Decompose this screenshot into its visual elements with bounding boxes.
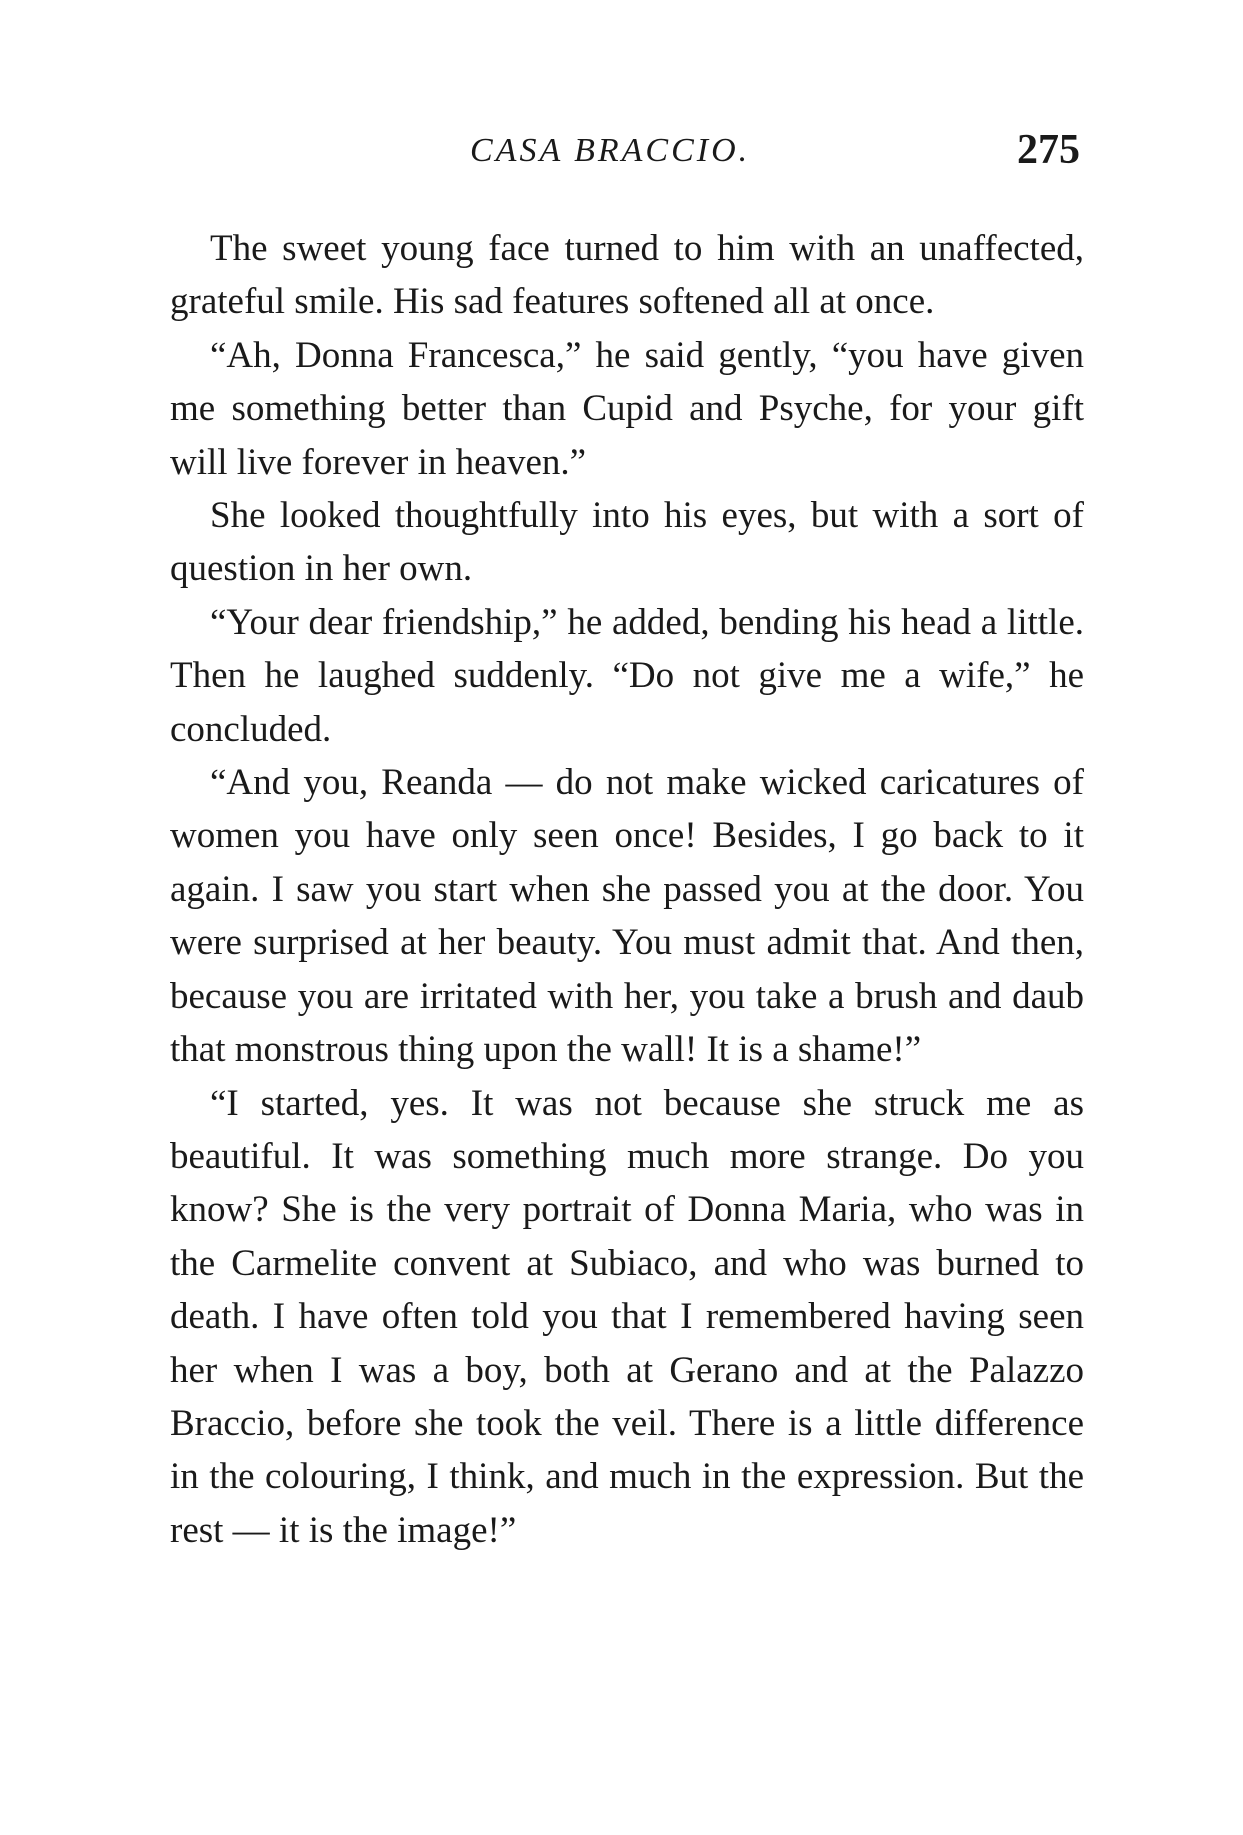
- paragraph: “And you, Reanda — do not make wicked caricatures of women you have only seen once! Besides, I go back to it again. I saw you start when she passed you at the door. You were surprised at her beauty. You must admit that. And then, because you are irritated with her, you take a brush and daub that monstrous thing upon the wall! It is a shame!”: [170, 762, 1084, 1071]
- paragraph: “Your dear friendship,” he added, bending his head a little. Then he laughed suddenly. “Do not give me a wife,” he concluded.: [170, 601, 1084, 750]
- page-number: 275: [1017, 127, 1080, 173]
- paragraph: “I started, yes. It was not because she struck me as beautiful. It was something much more strange. Do you know? She is the very portrait of Donna Maria, who was in the Carmelite convent at Subiaco, and who was burned to death. I have often told you that I remembered having seen her when I was a boy, both at Gerano and at the Palazzo Braccio, before she took the veil. There is a little difference in the colouring, I think, and much in the expression. But the rest — it is the image!”: [170, 1082, 1084, 1551]
- paragraph: The sweet young face turned to him with an unaffected, grateful smile. His sad features softened all at once.: [170, 228, 1084, 323]
- paragraph: She looked thoughtfully into his eyes, but with a sort of question in her own.: [170, 495, 1084, 590]
- paragraph: “Ah, Donna Francesca,” he said gently, “you have given me something better than Cupid and Psyche, for your gift will live forever in heaven.”: [170, 334, 1084, 483]
- running-title: CASA BRACCIO.: [470, 132, 751, 169]
- running-head: [0, 127, 1243, 182]
- body-text: [170, 222, 1084, 1557]
